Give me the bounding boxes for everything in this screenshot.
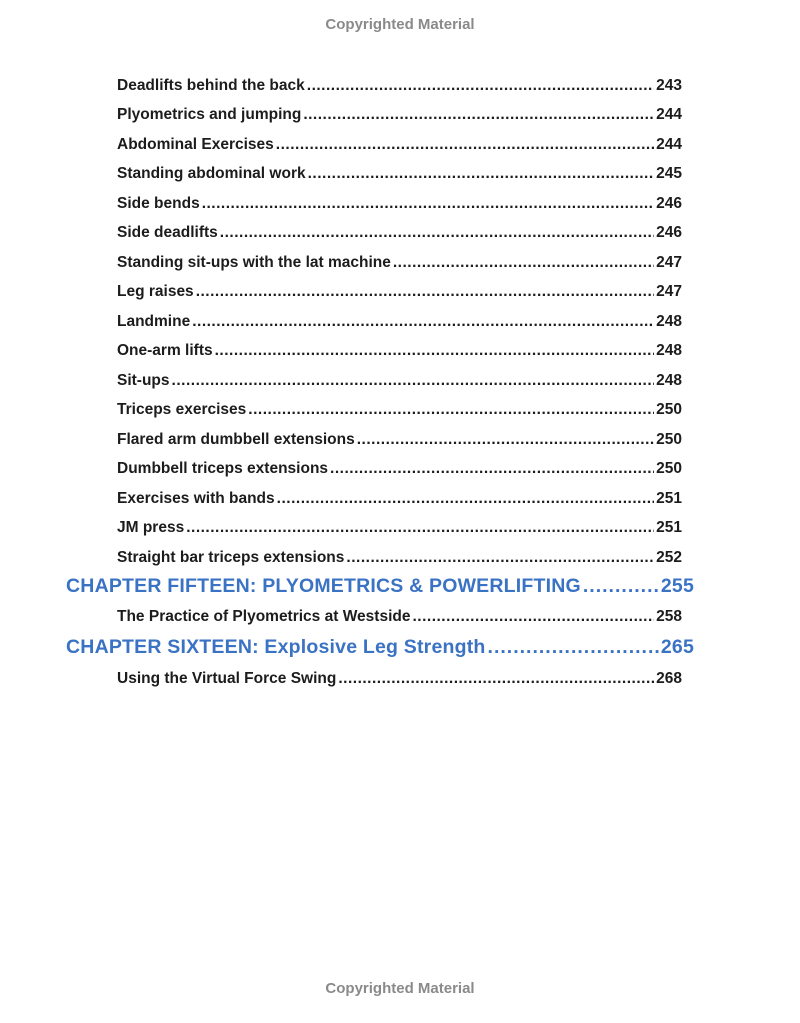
toc-entry-page: 250: [656, 401, 682, 418]
toc-entry-page: 248: [656, 372, 682, 389]
toc-entry-page: 250: [656, 431, 682, 448]
toc-entry-label: Using the Virtual Force Swing: [117, 670, 337, 687]
toc-entry-standing-sit-ups[interactable]: [117, 254, 682, 276]
dot-leader: [346, 549, 654, 567]
dot-leader: [330, 460, 654, 478]
dot-leader: [172, 372, 655, 390]
toc-entry-landmine[interactable]: [117, 313, 682, 335]
toc-entry-deadlifts-behind-back[interactable]: [117, 77, 682, 99]
toc-entry-label: Deadlifts behind the back: [117, 77, 305, 94]
toc-entry-page: 244: [656, 136, 682, 153]
dot-leader: [488, 636, 659, 659]
toc-entry-leg-raises[interactable]: [117, 283, 682, 305]
dot-leader: [202, 195, 654, 213]
dot-leader: [338, 670, 654, 688]
toc-entry-label: Dumbbell triceps extensions: [117, 460, 329, 477]
toc-entry-page: 243: [656, 77, 682, 94]
dot-leader: [186, 519, 654, 537]
toc-entry-page: 252: [656, 549, 682, 566]
chapter-heading-label: CHAPTER FIFTEEN: PLYOMETRICS & POWERLIFTING: [66, 575, 581, 597]
dot-leader: [248, 401, 654, 419]
toc-entry-page: 247: [656, 254, 682, 271]
toc-entry-label: Exercises with bands: [117, 490, 275, 507]
toc-entry-page: 248: [656, 313, 682, 330]
dot-leader: [308, 165, 655, 183]
toc-chapter-sixteen[interactable]: [66, 636, 694, 664]
toc-entry-page: 245: [656, 165, 682, 182]
toc-entry-label: Sit-ups: [117, 372, 170, 389]
dot-leader: [412, 608, 654, 626]
dot-leader: [196, 283, 654, 301]
toc-entry-abdominal-exercises[interactable]: [117, 136, 682, 158]
copyright-header: Copyrighted Material: [325, 16, 475, 33]
toc-entry-label: One-arm lifts: [117, 342, 213, 359]
dot-leader: [307, 77, 654, 95]
toc-entry-practice-of-plyometrics[interactable]: [117, 608, 682, 630]
copyright-footer: Copyrighted Material: [325, 980, 475, 997]
toc-entry-straight-bar-triceps-extensions[interactable]: [117, 549, 682, 571]
chapter-heading-label: CHAPTER SIXTEEN: Explosive Leg Strength: [66, 636, 486, 658]
chapter-heading-page: 255: [660, 575, 694, 597]
toc-entry-page: 246: [656, 195, 682, 212]
toc-entry-virtual-force-swing[interactable]: [117, 670, 682, 692]
toc-entry-label: Side deadlifts: [117, 224, 218, 241]
toc-entry-label: Triceps exercises: [117, 401, 247, 418]
dot-leader: [393, 254, 654, 272]
dot-leader: [276, 136, 654, 154]
dot-leader: [583, 575, 659, 598]
toc-entry-dumbbell-triceps-extensions[interactable]: [117, 460, 682, 482]
toc-entry-label: Leg raises: [117, 283, 194, 300]
toc-entry-label: Standing abdominal work: [117, 165, 306, 182]
toc-entry-label: Side bends: [117, 195, 200, 212]
dot-leader: [303, 106, 654, 124]
chapter-heading-page: 265: [660, 636, 694, 658]
toc-entry-plyometrics-jumping[interactable]: [117, 106, 682, 128]
toc-entry-page: 250: [656, 460, 682, 477]
dot-leader: [357, 431, 654, 449]
toc-entry-label: JM press: [117, 519, 185, 536]
dot-leader: [220, 224, 654, 242]
toc-entry-page: 246: [656, 224, 682, 241]
toc-entry-triceps-exercises[interactable]: [117, 401, 682, 423]
dot-leader: [215, 342, 655, 360]
toc-entry-page: 244: [656, 106, 682, 123]
toc-entry-label: Landmine: [117, 313, 191, 330]
toc-entry-label: Flared arm dumbbell extensions: [117, 431, 355, 448]
toc-entry-page: 247: [656, 283, 682, 300]
dot-leader: [277, 490, 654, 508]
toc-entry-jm-press[interactable]: [117, 519, 682, 541]
toc-chapter-fifteen[interactable]: [66, 575, 694, 603]
toc-entry-label: Abdominal Exercises: [117, 136, 274, 153]
toc-entry-page: 251: [656, 519, 682, 536]
toc-entry-flared-arm-dumbbell-extensions[interactable]: [117, 431, 682, 453]
toc-entry-side-bends[interactable]: [117, 195, 682, 217]
toc-entry-label: Straight bar triceps extensions: [117, 549, 345, 566]
toc-entry-label: The Practice of Plyometrics at Westside: [117, 608, 411, 625]
toc-entry-page: 258: [656, 608, 682, 625]
toc-entry-label: Standing sit-ups with the lat machine: [117, 254, 391, 271]
toc-entry-exercises-with-bands[interactable]: [117, 490, 682, 512]
toc-entry-page: 268: [656, 670, 682, 687]
toc-entry-one-arm-lifts[interactable]: [117, 342, 682, 364]
toc-entry-standing-abdominal-work[interactable]: [117, 165, 682, 187]
toc-entry-sit-ups[interactable]: [117, 372, 682, 394]
toc-entry-label: Plyometrics and jumping: [117, 106, 302, 123]
toc-entry-page: 251: [656, 490, 682, 507]
dot-leader: [192, 313, 654, 331]
toc-entry-page: 248: [656, 342, 682, 359]
toc-entry-side-deadlifts[interactable]: [117, 224, 682, 246]
